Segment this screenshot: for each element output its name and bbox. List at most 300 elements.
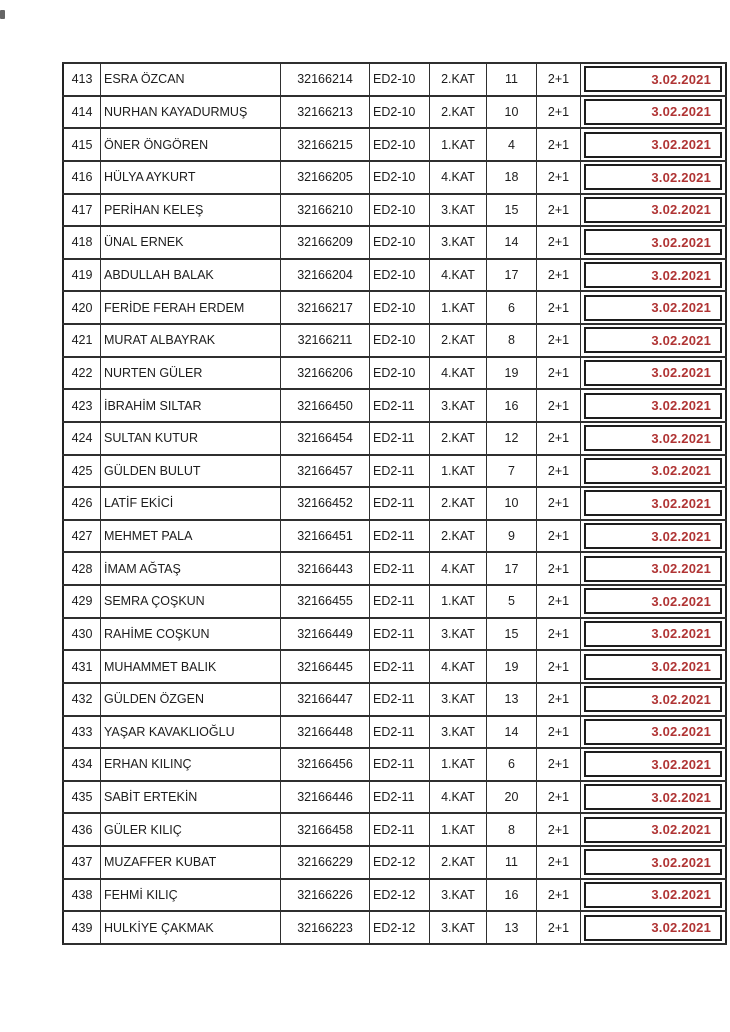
block-code-cell: ED2-11 bbox=[370, 552, 430, 585]
block-code-cell: ED2-11 bbox=[370, 650, 430, 683]
draw-date-text: 3.02.2021 bbox=[651, 71, 711, 87]
apartment-type-cell: 2+1 bbox=[537, 552, 581, 585]
draw-date-cell bbox=[581, 846, 727, 879]
row-number-cell: 427 bbox=[63, 520, 101, 553]
date-box bbox=[584, 490, 722, 516]
floor-cell: 3.KAT bbox=[430, 389, 487, 422]
table-row bbox=[63, 194, 726, 227]
unit-number-cell: 19 bbox=[487, 357, 537, 390]
apartment-type-cell: 2+1 bbox=[537, 291, 581, 324]
row-number-cell: 429 bbox=[63, 585, 101, 618]
owner-name-cell: NURTEN GÜLER bbox=[101, 357, 281, 390]
table-row bbox=[63, 879, 726, 912]
block-code-cell: ED2-10 bbox=[370, 357, 430, 390]
apartment-type-cell: 2+1 bbox=[537, 813, 581, 846]
block-code-cell: ED2-11 bbox=[370, 487, 430, 520]
application-number-cell: 32166456 bbox=[281, 748, 370, 781]
owner-name-cell: ERHAN KILINÇ bbox=[101, 748, 281, 781]
block-code-cell: ED2-12 bbox=[370, 879, 430, 912]
draw-date-cell bbox=[581, 96, 727, 129]
owner-name-cell: ÜNAL ERNEK bbox=[101, 226, 281, 259]
apartment-type-cell: 2+1 bbox=[537, 226, 581, 259]
date-box bbox=[584, 132, 722, 158]
draw-date-cell bbox=[581, 716, 727, 749]
application-number-cell: 32166229 bbox=[281, 846, 370, 879]
row-number-cell: 431 bbox=[63, 650, 101, 683]
owner-name-cell: İMAM AĞTAŞ bbox=[101, 552, 281, 585]
draw-date-cell bbox=[581, 357, 727, 390]
row-number-cell: 419 bbox=[63, 259, 101, 292]
floor-cell: 4.KAT bbox=[430, 161, 487, 194]
unit-number-cell: 14 bbox=[487, 716, 537, 749]
unit-number-cell: 17 bbox=[487, 552, 537, 585]
unit-number-cell: 16 bbox=[487, 879, 537, 912]
draw-date-text: 3.02.2021 bbox=[651, 626, 711, 642]
date-box bbox=[584, 751, 722, 777]
unit-number-cell: 11 bbox=[487, 846, 537, 879]
draw-date-cell bbox=[581, 291, 727, 324]
draw-date-cell bbox=[581, 161, 727, 194]
draw-date-text: 3.02.2021 bbox=[651, 332, 711, 348]
apartment-type-cell: 2+1 bbox=[537, 520, 581, 553]
table-row bbox=[63, 291, 726, 324]
floor-cell: 4.KAT bbox=[430, 781, 487, 814]
draw-date-cell bbox=[581, 487, 727, 520]
date-box bbox=[584, 556, 722, 582]
block-code-cell: ED2-10 bbox=[370, 259, 430, 292]
owner-name-cell: ABDULLAH BALAK bbox=[101, 259, 281, 292]
application-number-cell: 32166217 bbox=[281, 291, 370, 324]
floor-cell: 1.KAT bbox=[430, 291, 487, 324]
owner-name-cell: MURAT ALBAYRAK bbox=[101, 324, 281, 357]
apartment-type-cell: 2+1 bbox=[537, 748, 581, 781]
floor-cell: 3.KAT bbox=[430, 879, 487, 912]
floor-cell: 1.KAT bbox=[430, 748, 487, 781]
date-box bbox=[584, 588, 722, 614]
table-row bbox=[63, 683, 726, 716]
owner-name-cell: MUHAMMET BALIK bbox=[101, 650, 281, 683]
unit-number-cell: 8 bbox=[487, 324, 537, 357]
application-number-cell: 32166209 bbox=[281, 226, 370, 259]
floor-cell: 4.KAT bbox=[430, 552, 487, 585]
owner-name-cell: PERİHAN KELEŞ bbox=[101, 194, 281, 227]
unit-number-cell: 6 bbox=[487, 748, 537, 781]
draw-date-text: 3.02.2021 bbox=[651, 169, 711, 185]
block-code-cell: ED2-12 bbox=[370, 846, 430, 879]
draw-date-text: 3.02.2021 bbox=[651, 365, 711, 381]
block-code-cell: ED2-10 bbox=[370, 63, 430, 96]
unit-number-cell: 9 bbox=[487, 520, 537, 553]
block-code-cell: ED2-12 bbox=[370, 911, 430, 944]
date-box bbox=[584, 164, 722, 190]
table-row bbox=[63, 781, 726, 814]
application-number-cell: 32166451 bbox=[281, 520, 370, 553]
draw-date-text: 3.02.2021 bbox=[651, 463, 711, 479]
application-number-cell: 32166443 bbox=[281, 552, 370, 585]
row-number-cell: 428 bbox=[63, 552, 101, 585]
table-row bbox=[63, 650, 726, 683]
apartment-type-cell: 2+1 bbox=[537, 911, 581, 944]
owner-name-cell: GÜLDEN BULUT bbox=[101, 455, 281, 488]
row-number-cell: 432 bbox=[63, 683, 101, 716]
floor-cell: 3.KAT bbox=[430, 716, 487, 749]
date-box bbox=[584, 197, 722, 223]
row-number-cell: 420 bbox=[63, 291, 101, 324]
row-number-cell: 421 bbox=[63, 324, 101, 357]
row-number-cell: 423 bbox=[63, 389, 101, 422]
unit-number-cell: 7 bbox=[487, 455, 537, 488]
application-number-cell: 32166457 bbox=[281, 455, 370, 488]
floor-cell: 2.KAT bbox=[430, 846, 487, 879]
block-code-cell: ED2-11 bbox=[370, 716, 430, 749]
draw-date-cell bbox=[581, 618, 727, 651]
owner-name-cell: SULTAN KUTUR bbox=[101, 422, 281, 455]
apartment-type-cell: 2+1 bbox=[537, 650, 581, 683]
draw-date-cell bbox=[581, 813, 727, 846]
unit-number-cell: 8 bbox=[487, 813, 537, 846]
application-number-cell: 32166446 bbox=[281, 781, 370, 814]
table-row bbox=[63, 357, 726, 390]
table-row bbox=[63, 813, 726, 846]
application-number-cell: 32166211 bbox=[281, 324, 370, 357]
row-number-cell: 415 bbox=[63, 128, 101, 161]
unit-number-cell: 17 bbox=[487, 259, 537, 292]
floor-cell: 3.KAT bbox=[430, 226, 487, 259]
application-number-cell: 32166213 bbox=[281, 96, 370, 129]
table-row bbox=[63, 716, 726, 749]
allocation-table bbox=[62, 62, 727, 945]
apartment-type-cell: 2+1 bbox=[537, 357, 581, 390]
owner-name-cell: GÜLER KILIÇ bbox=[101, 813, 281, 846]
row-number-cell: 414 bbox=[63, 96, 101, 129]
floor-cell: 4.KAT bbox=[430, 357, 487, 390]
draw-date-cell bbox=[581, 422, 727, 455]
table-body bbox=[63, 63, 726, 944]
owner-name-cell: MEHMET PALA bbox=[101, 520, 281, 553]
block-code-cell: ED2-10 bbox=[370, 194, 430, 227]
draw-date-text: 3.02.2021 bbox=[651, 691, 711, 707]
floor-cell: 2.KAT bbox=[430, 487, 487, 520]
draw-date-cell bbox=[581, 748, 727, 781]
draw-date-cell bbox=[581, 389, 727, 422]
block-code-cell: ED2-11 bbox=[370, 585, 430, 618]
owner-name-cell: FEHMİ KILIÇ bbox=[101, 879, 281, 912]
row-number-cell: 430 bbox=[63, 618, 101, 651]
block-code-cell: ED2-10 bbox=[370, 324, 430, 357]
table-row bbox=[63, 63, 726, 96]
owner-name-cell: GÜLDEN ÖZGEN bbox=[101, 683, 281, 716]
draw-date-text: 3.02.2021 bbox=[651, 300, 711, 316]
apartment-type-cell: 2+1 bbox=[537, 781, 581, 814]
draw-date-text: 3.02.2021 bbox=[651, 756, 711, 772]
draw-date-cell bbox=[581, 879, 727, 912]
table-row bbox=[63, 226, 726, 259]
draw-date-cell bbox=[581, 194, 727, 227]
apartment-type-cell: 2+1 bbox=[537, 161, 581, 194]
block-code-cell: ED2-11 bbox=[370, 520, 430, 553]
date-box bbox=[584, 262, 722, 288]
table-row bbox=[63, 96, 726, 129]
table-row bbox=[63, 520, 726, 553]
draw-date-text: 3.02.2021 bbox=[651, 822, 711, 838]
owner-name-cell: YAŞAR KAVAKLIOĞLU bbox=[101, 716, 281, 749]
date-box bbox=[584, 229, 722, 255]
draw-date-text: 3.02.2021 bbox=[651, 561, 711, 577]
owner-name-cell: HÜLYA AYKURT bbox=[101, 161, 281, 194]
table-row bbox=[63, 846, 726, 879]
owner-name-cell: LATİF EKİCİ bbox=[101, 487, 281, 520]
application-number-cell: 32166206 bbox=[281, 357, 370, 390]
draw-date-cell bbox=[581, 520, 727, 553]
unit-number-cell: 10 bbox=[487, 487, 537, 520]
row-number-cell: 426 bbox=[63, 487, 101, 520]
unit-number-cell: 13 bbox=[487, 911, 537, 944]
row-number-cell: 425 bbox=[63, 455, 101, 488]
unit-number-cell: 12 bbox=[487, 422, 537, 455]
row-number-cell: 438 bbox=[63, 879, 101, 912]
application-number-cell: 32166447 bbox=[281, 683, 370, 716]
date-box bbox=[584, 621, 722, 647]
draw-date-text: 3.02.2021 bbox=[651, 593, 711, 609]
table-row bbox=[63, 324, 726, 357]
owner-name-cell: ESRA ÖZCAN bbox=[101, 63, 281, 96]
owner-name-cell: MUZAFFER KUBAT bbox=[101, 846, 281, 879]
apartment-type-cell: 2+1 bbox=[537, 128, 581, 161]
application-number-cell: 32166448 bbox=[281, 716, 370, 749]
table-row bbox=[63, 422, 726, 455]
owner-name-cell: İBRAHİM SILTAR bbox=[101, 389, 281, 422]
draw-date-text: 3.02.2021 bbox=[651, 430, 711, 446]
unit-number-cell: 20 bbox=[487, 781, 537, 814]
table-row bbox=[63, 161, 726, 194]
table-row bbox=[63, 552, 726, 585]
application-number-cell: 32166455 bbox=[281, 585, 370, 618]
draw-date-text: 3.02.2021 bbox=[651, 724, 711, 740]
draw-date-cell bbox=[581, 63, 727, 96]
scan-artifact bbox=[0, 10, 5, 19]
owner-name-cell: SABİT ERTEKİN bbox=[101, 781, 281, 814]
floor-cell: 1.KAT bbox=[430, 585, 487, 618]
application-number-cell: 32166210 bbox=[281, 194, 370, 227]
draw-date-text: 3.02.2021 bbox=[651, 789, 711, 805]
application-number-cell: 32166214 bbox=[281, 63, 370, 96]
application-number-cell: 32166450 bbox=[281, 389, 370, 422]
draw-date-text: 3.02.2021 bbox=[651, 398, 711, 414]
unit-number-cell: 19 bbox=[487, 650, 537, 683]
owner-name-cell: ÖNER ÖNGÖREN bbox=[101, 128, 281, 161]
application-number-cell: 32166458 bbox=[281, 813, 370, 846]
draw-date-text: 3.02.2021 bbox=[651, 202, 711, 218]
row-number-cell: 424 bbox=[63, 422, 101, 455]
date-box bbox=[584, 686, 722, 712]
block-code-cell: ED2-11 bbox=[370, 455, 430, 488]
floor-cell: 2.KAT bbox=[430, 422, 487, 455]
block-code-cell: ED2-11 bbox=[370, 813, 430, 846]
apartment-type-cell: 2+1 bbox=[537, 716, 581, 749]
apartment-type-cell: 2+1 bbox=[537, 96, 581, 129]
table-row bbox=[63, 259, 726, 292]
block-code-cell: ED2-11 bbox=[370, 618, 430, 651]
unit-number-cell: 10 bbox=[487, 96, 537, 129]
apartment-type-cell: 2+1 bbox=[537, 324, 581, 357]
date-box bbox=[584, 393, 722, 419]
application-number-cell: 32166452 bbox=[281, 487, 370, 520]
draw-date-text: 3.02.2021 bbox=[651, 234, 711, 250]
row-number-cell: 437 bbox=[63, 846, 101, 879]
date-box bbox=[584, 458, 722, 484]
draw-date-text: 3.02.2021 bbox=[651, 267, 711, 283]
block-code-cell: ED2-10 bbox=[370, 226, 430, 259]
owner-name-cell: RAHİME COŞKUN bbox=[101, 618, 281, 651]
floor-cell: 1.KAT bbox=[430, 813, 487, 846]
apartment-type-cell: 2+1 bbox=[537, 487, 581, 520]
unit-number-cell: 16 bbox=[487, 389, 537, 422]
application-number-cell: 32166454 bbox=[281, 422, 370, 455]
date-box bbox=[584, 817, 722, 843]
floor-cell: 3.KAT bbox=[430, 194, 487, 227]
row-number-cell: 436 bbox=[63, 813, 101, 846]
table-row bbox=[63, 618, 726, 651]
date-box bbox=[584, 719, 722, 745]
block-code-cell: ED2-10 bbox=[370, 96, 430, 129]
owner-name-cell: HULKİYE ÇAKMAK bbox=[101, 911, 281, 944]
draw-date-cell bbox=[581, 552, 727, 585]
draw-date-text: 3.02.2021 bbox=[651, 920, 711, 936]
block-code-cell: ED2-11 bbox=[370, 683, 430, 716]
apartment-type-cell: 2+1 bbox=[537, 683, 581, 716]
unit-number-cell: 13 bbox=[487, 683, 537, 716]
draw-date-cell bbox=[581, 455, 727, 488]
draw-date-text: 3.02.2021 bbox=[651, 887, 711, 903]
date-box bbox=[584, 360, 722, 386]
draw-date-text: 3.02.2021 bbox=[651, 659, 711, 675]
apartment-type-cell: 2+1 bbox=[537, 846, 581, 879]
floor-cell: 3.KAT bbox=[430, 683, 487, 716]
application-number-cell: 32166204 bbox=[281, 259, 370, 292]
block-code-cell: ED2-10 bbox=[370, 161, 430, 194]
table-row bbox=[63, 487, 726, 520]
unit-number-cell: 11 bbox=[487, 63, 537, 96]
unit-number-cell: 15 bbox=[487, 618, 537, 651]
unit-number-cell: 4 bbox=[487, 128, 537, 161]
floor-cell: 2.KAT bbox=[430, 63, 487, 96]
draw-date-cell bbox=[581, 781, 727, 814]
apartment-type-cell: 2+1 bbox=[537, 618, 581, 651]
draw-date-cell bbox=[581, 259, 727, 292]
date-box bbox=[584, 784, 722, 810]
draw-date-cell bbox=[581, 650, 727, 683]
unit-number-cell: 5 bbox=[487, 585, 537, 618]
table-row bbox=[63, 911, 726, 944]
date-box bbox=[584, 882, 722, 908]
apartment-type-cell: 2+1 bbox=[537, 879, 581, 912]
draw-date-text: 3.02.2021 bbox=[651, 528, 711, 544]
date-box bbox=[584, 295, 722, 321]
table-row bbox=[63, 389, 726, 422]
draw-date-text: 3.02.2021 bbox=[651, 137, 711, 153]
floor-cell: 1.KAT bbox=[430, 455, 487, 488]
table-row bbox=[63, 455, 726, 488]
row-number-cell: 413 bbox=[63, 63, 101, 96]
application-number-cell: 32166205 bbox=[281, 161, 370, 194]
apartment-type-cell: 2+1 bbox=[537, 194, 581, 227]
date-box bbox=[584, 654, 722, 680]
row-number-cell: 433 bbox=[63, 716, 101, 749]
row-number-cell: 435 bbox=[63, 781, 101, 814]
row-number-cell: 418 bbox=[63, 226, 101, 259]
unit-number-cell: 15 bbox=[487, 194, 537, 227]
row-number-cell: 416 bbox=[63, 161, 101, 194]
apartment-type-cell: 2+1 bbox=[537, 259, 581, 292]
row-number-cell: 439 bbox=[63, 911, 101, 944]
draw-date-text: 3.02.2021 bbox=[651, 104, 711, 120]
floor-cell: 2.KAT bbox=[430, 520, 487, 553]
draw-date-text: 3.02.2021 bbox=[651, 495, 711, 511]
date-box bbox=[584, 66, 722, 92]
block-code-cell: ED2-11 bbox=[370, 422, 430, 455]
application-number-cell: 32166215 bbox=[281, 128, 370, 161]
apartment-type-cell: 2+1 bbox=[537, 455, 581, 488]
block-code-cell: ED2-11 bbox=[370, 748, 430, 781]
row-number-cell: 417 bbox=[63, 194, 101, 227]
floor-cell: 1.KAT bbox=[430, 128, 487, 161]
date-box bbox=[584, 327, 722, 353]
application-number-cell: 32166449 bbox=[281, 618, 370, 651]
application-number-cell: 32166226 bbox=[281, 879, 370, 912]
floor-cell: 3.KAT bbox=[430, 618, 487, 651]
unit-number-cell: 14 bbox=[487, 226, 537, 259]
row-number-cell: 434 bbox=[63, 748, 101, 781]
application-number-cell: 32166223 bbox=[281, 911, 370, 944]
table-row bbox=[63, 128, 726, 161]
apartment-type-cell: 2+1 bbox=[537, 389, 581, 422]
draw-date-cell bbox=[581, 226, 727, 259]
draw-date-cell bbox=[581, 585, 727, 618]
date-box bbox=[584, 99, 722, 125]
draw-date-cell bbox=[581, 911, 727, 944]
draw-date-text: 3.02.2021 bbox=[651, 854, 711, 870]
block-code-cell: ED2-10 bbox=[370, 291, 430, 324]
apartment-type-cell: 2+1 bbox=[537, 585, 581, 618]
block-code-cell: ED2-11 bbox=[370, 781, 430, 814]
table-row bbox=[63, 585, 726, 618]
owner-name-cell: NURHAN KAYADURMUŞ bbox=[101, 96, 281, 129]
date-box bbox=[584, 523, 722, 549]
date-box bbox=[584, 425, 722, 451]
date-box bbox=[584, 849, 722, 875]
block-code-cell: ED2-11 bbox=[370, 389, 430, 422]
draw-date-cell bbox=[581, 683, 727, 716]
block-code-cell: ED2-10 bbox=[370, 128, 430, 161]
floor-cell: 4.KAT bbox=[430, 650, 487, 683]
table-row bbox=[63, 748, 726, 781]
apartment-type-cell: 2+1 bbox=[537, 422, 581, 455]
draw-date-cell bbox=[581, 324, 727, 357]
floor-cell: 2.KAT bbox=[430, 324, 487, 357]
floor-cell: 4.KAT bbox=[430, 259, 487, 292]
unit-number-cell: 6 bbox=[487, 291, 537, 324]
floor-cell: 2.KAT bbox=[430, 96, 487, 129]
owner-name-cell: SEMRA ÇOŞKUN bbox=[101, 585, 281, 618]
unit-number-cell: 18 bbox=[487, 161, 537, 194]
owner-name-cell: FERİDE FERAH ERDEM bbox=[101, 291, 281, 324]
date-box bbox=[584, 915, 722, 941]
apartment-type-cell: 2+1 bbox=[537, 63, 581, 96]
row-number-cell: 422 bbox=[63, 357, 101, 390]
draw-date-cell bbox=[581, 128, 727, 161]
application-number-cell: 32166445 bbox=[281, 650, 370, 683]
floor-cell: 3.KAT bbox=[430, 911, 487, 944]
